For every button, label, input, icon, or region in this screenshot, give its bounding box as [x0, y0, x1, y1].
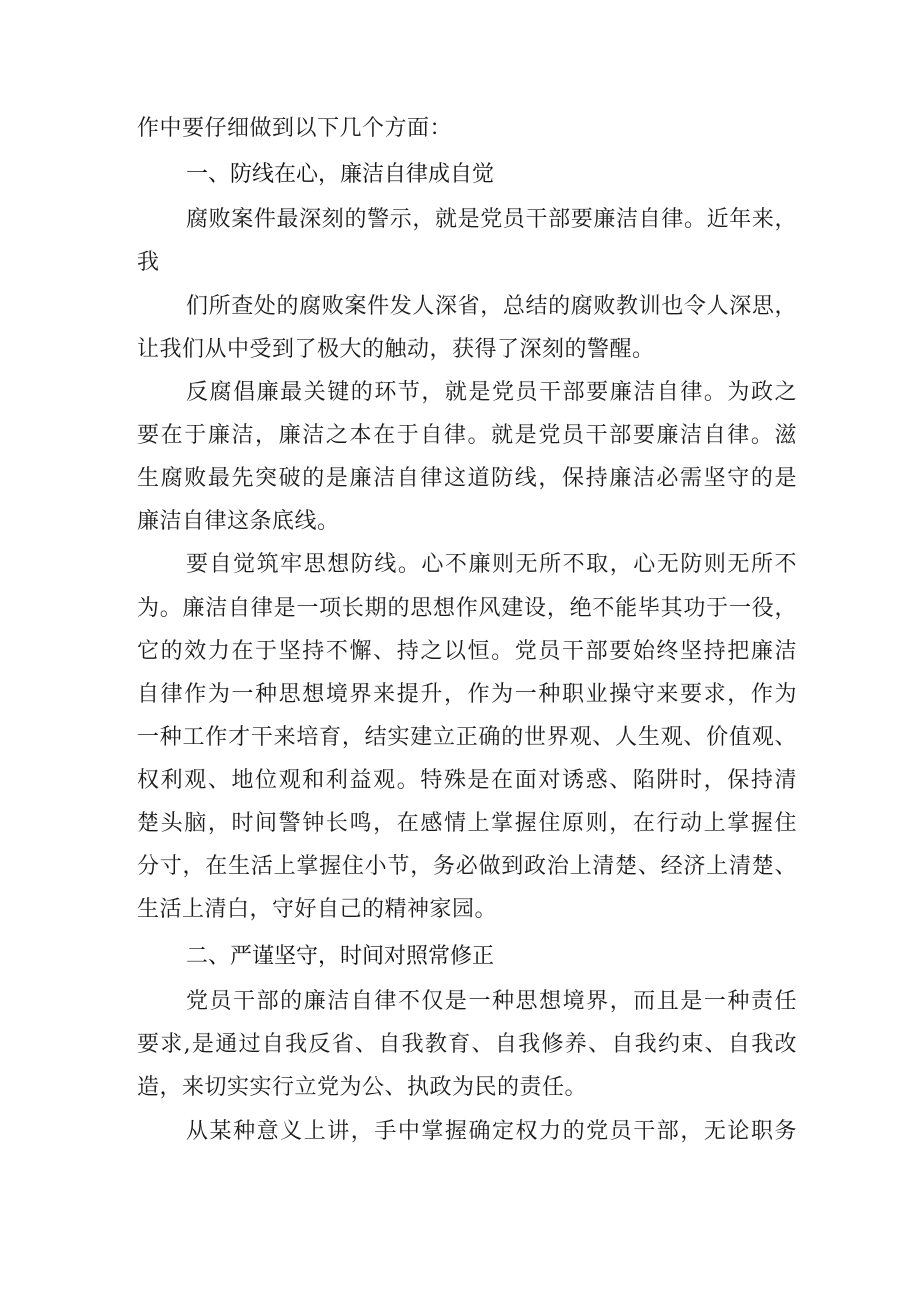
- paragraph-line: 廉洁自律这条底线。: [137, 509, 340, 534]
- paragraph-line: 要自觉筑牢思想防线。心不廉则无所不取，心无防则无所不: [186, 552, 797, 577]
- paragraph-line: 为。廉洁自律是一项长期的思想作风建设，绝不能毕其功于一役，: [137, 596, 797, 621]
- paragraph-line: 造，来切实实行立党为公、执政为民的责任。: [137, 1075, 588, 1100]
- paragraph-line: 生腐败最先突破的是廉洁自律这道防线，保持廉洁必需坚守的是: [137, 466, 797, 491]
- paragraph-line: 们所查处的腐败案件发人深省，总结的腐败教训也令人深思，: [186, 294, 797, 319]
- paragraph-line: 反腐倡廉最关键的环节，就是党员干部要廉洁自律。为政之: [186, 380, 797, 405]
- paragraph-line: 自律作为一种思想境界来提升，作为一种职业操守来要求，作为: [137, 682, 797, 707]
- paragraph-line: 分寸，在生活上掌握住小节，务必做到政治上清楚、经济上清楚、: [137, 854, 797, 879]
- paragraph-line: 从某种意义上讲，手中掌握确定权力的党员干部，无论职务: [186, 1119, 797, 1144]
- paragraph-line: 生活上清白，守好自己的精神家园。: [137, 897, 498, 922]
- paragraph-line: 党员干部的廉洁自律不仅是一种思想境界，而且是一种责任: [186, 989, 797, 1014]
- paragraph-line: 腐败案件最深刻的警示，就是党员干部要廉洁自律。近年来，: [186, 207, 797, 232]
- paragraph-line: 让我们从中受到了极大的触动，获得了深刻的警醒。: [137, 337, 655, 362]
- paragraph-line: 它的效力在于坚持不懈、持之以恒。党员干部要始终坚持把廉洁: [137, 639, 797, 664]
- section-heading-2: 二、严谨坚守，时间对照常修正: [186, 944, 495, 969]
- paragraph-line: 要求,是通过自我反省、自我教育、自我修养、自我约束、自我改: [137, 1032, 797, 1057]
- paragraph-line: 要在于廉洁，廉洁之本在于自律。就是党员干部要廉洁自律。滋: [137, 423, 797, 448]
- paragraph-line: 我: [137, 250, 160, 275]
- paragraph-line: 一种工作才干来培育，结实建立正确的世界观、人生观、价值观、: [137, 725, 797, 750]
- paragraph-line: 权利观、地位观和利益观。特殊是在面对诱惑、陷阱时，保持清: [137, 768, 797, 793]
- paragraph-line: 作中要仔细做到以下几个方面：: [137, 116, 453, 141]
- section-heading-1: 一、防线在心，廉洁自律成自觉: [186, 162, 495, 187]
- paragraph-line: 楚头脑，时间警钟长鸣，在感情上掌握住原则，在行动上掌握住: [137, 811, 797, 836]
